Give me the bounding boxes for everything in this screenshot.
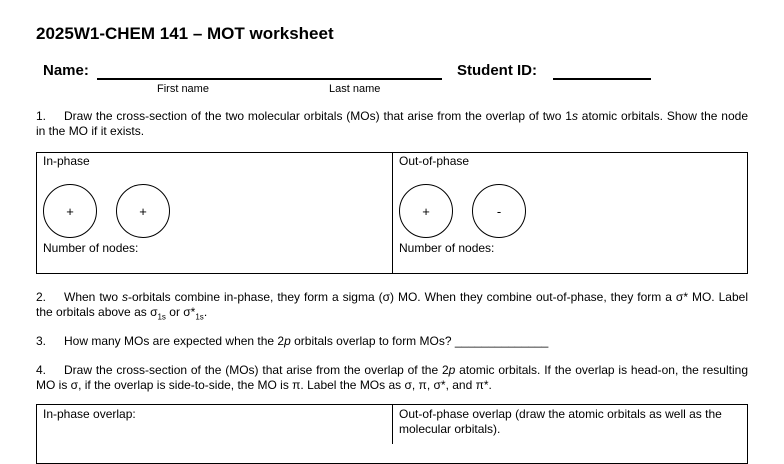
student-id-label: Student ID: bbox=[457, 62, 537, 79]
phase-sign: + bbox=[139, 203, 147, 219]
last-name-caption: Last name bbox=[329, 83, 381, 95]
in-phase-overlap-header: In-phase overlap: bbox=[43, 407, 136, 421]
first-name-caption: First name bbox=[157, 83, 209, 95]
atomic-orbital-circle bbox=[472, 184, 526, 238]
question-number: 3. bbox=[36, 334, 47, 348]
table-divider bbox=[392, 404, 393, 444]
student-id-field[interactable] bbox=[553, 78, 651, 80]
name-label: Name: bbox=[43, 62, 89, 79]
atomic-orbital-circle bbox=[43, 184, 97, 238]
out-of-phase-overlap-header: Out-of-phase overlap (draw the atomic orbitals as well as the molecular orbitals). bbox=[399, 407, 722, 436]
question-number: 4. bbox=[36, 363, 47, 377]
name-field[interactable] bbox=[97, 78, 442, 80]
question-2: 2. When two s-orbitals combine in-phase, they form a sigma (σ) MO. When they combine out-of-phase, they form a σ* MO. Label the orbitals above as $\sigma_{1s}$ or $\sigma*_{1s}$. bbox=[36, 290, 748, 322]
in-phase-nodes-label: Number of nodes: bbox=[43, 241, 139, 255]
phase-sign: + bbox=[66, 203, 74, 219]
atomic-orbital-circle bbox=[116, 184, 170, 238]
in-phase-header: In-phase bbox=[43, 154, 90, 168]
atomic-orbital-circle bbox=[399, 184, 453, 238]
page-title: 2025W1-CHEM 141 – MOT worksheet bbox=[36, 24, 334, 43]
question-number: 2. bbox=[36, 290, 47, 304]
phase-sign: - bbox=[496, 203, 502, 219]
phase-sign: + bbox=[422, 203, 430, 219]
question-3: 3. How many MOs are expected when the 2p orbitals overlap to form MOs? ______________ bbox=[36, 334, 549, 348]
question-4: 4. Draw the cross-section of the (MOs) that arise from the overlap of the 2p atomic orbitals. If the overlap is head-on, the resulting MO is σ, if the overlap is side-to-side, the MO is π. Label the MOs as σ, π, σ*, and π*. bbox=[36, 363, 748, 392]
question-1: 1. Draw the cross-section of the two molecular orbitals (MOs) that arise from the overlap of two 1s atomic orbitals. Show the node in the MO if it exists. bbox=[36, 109, 748, 138]
table-divider bbox=[392, 152, 393, 274]
question-number: 1. bbox=[36, 109, 47, 123]
out-of-phase-header: Out-of-phase bbox=[399, 154, 470, 168]
out-of-phase-nodes-label: Number of nodes: bbox=[399, 241, 495, 255]
